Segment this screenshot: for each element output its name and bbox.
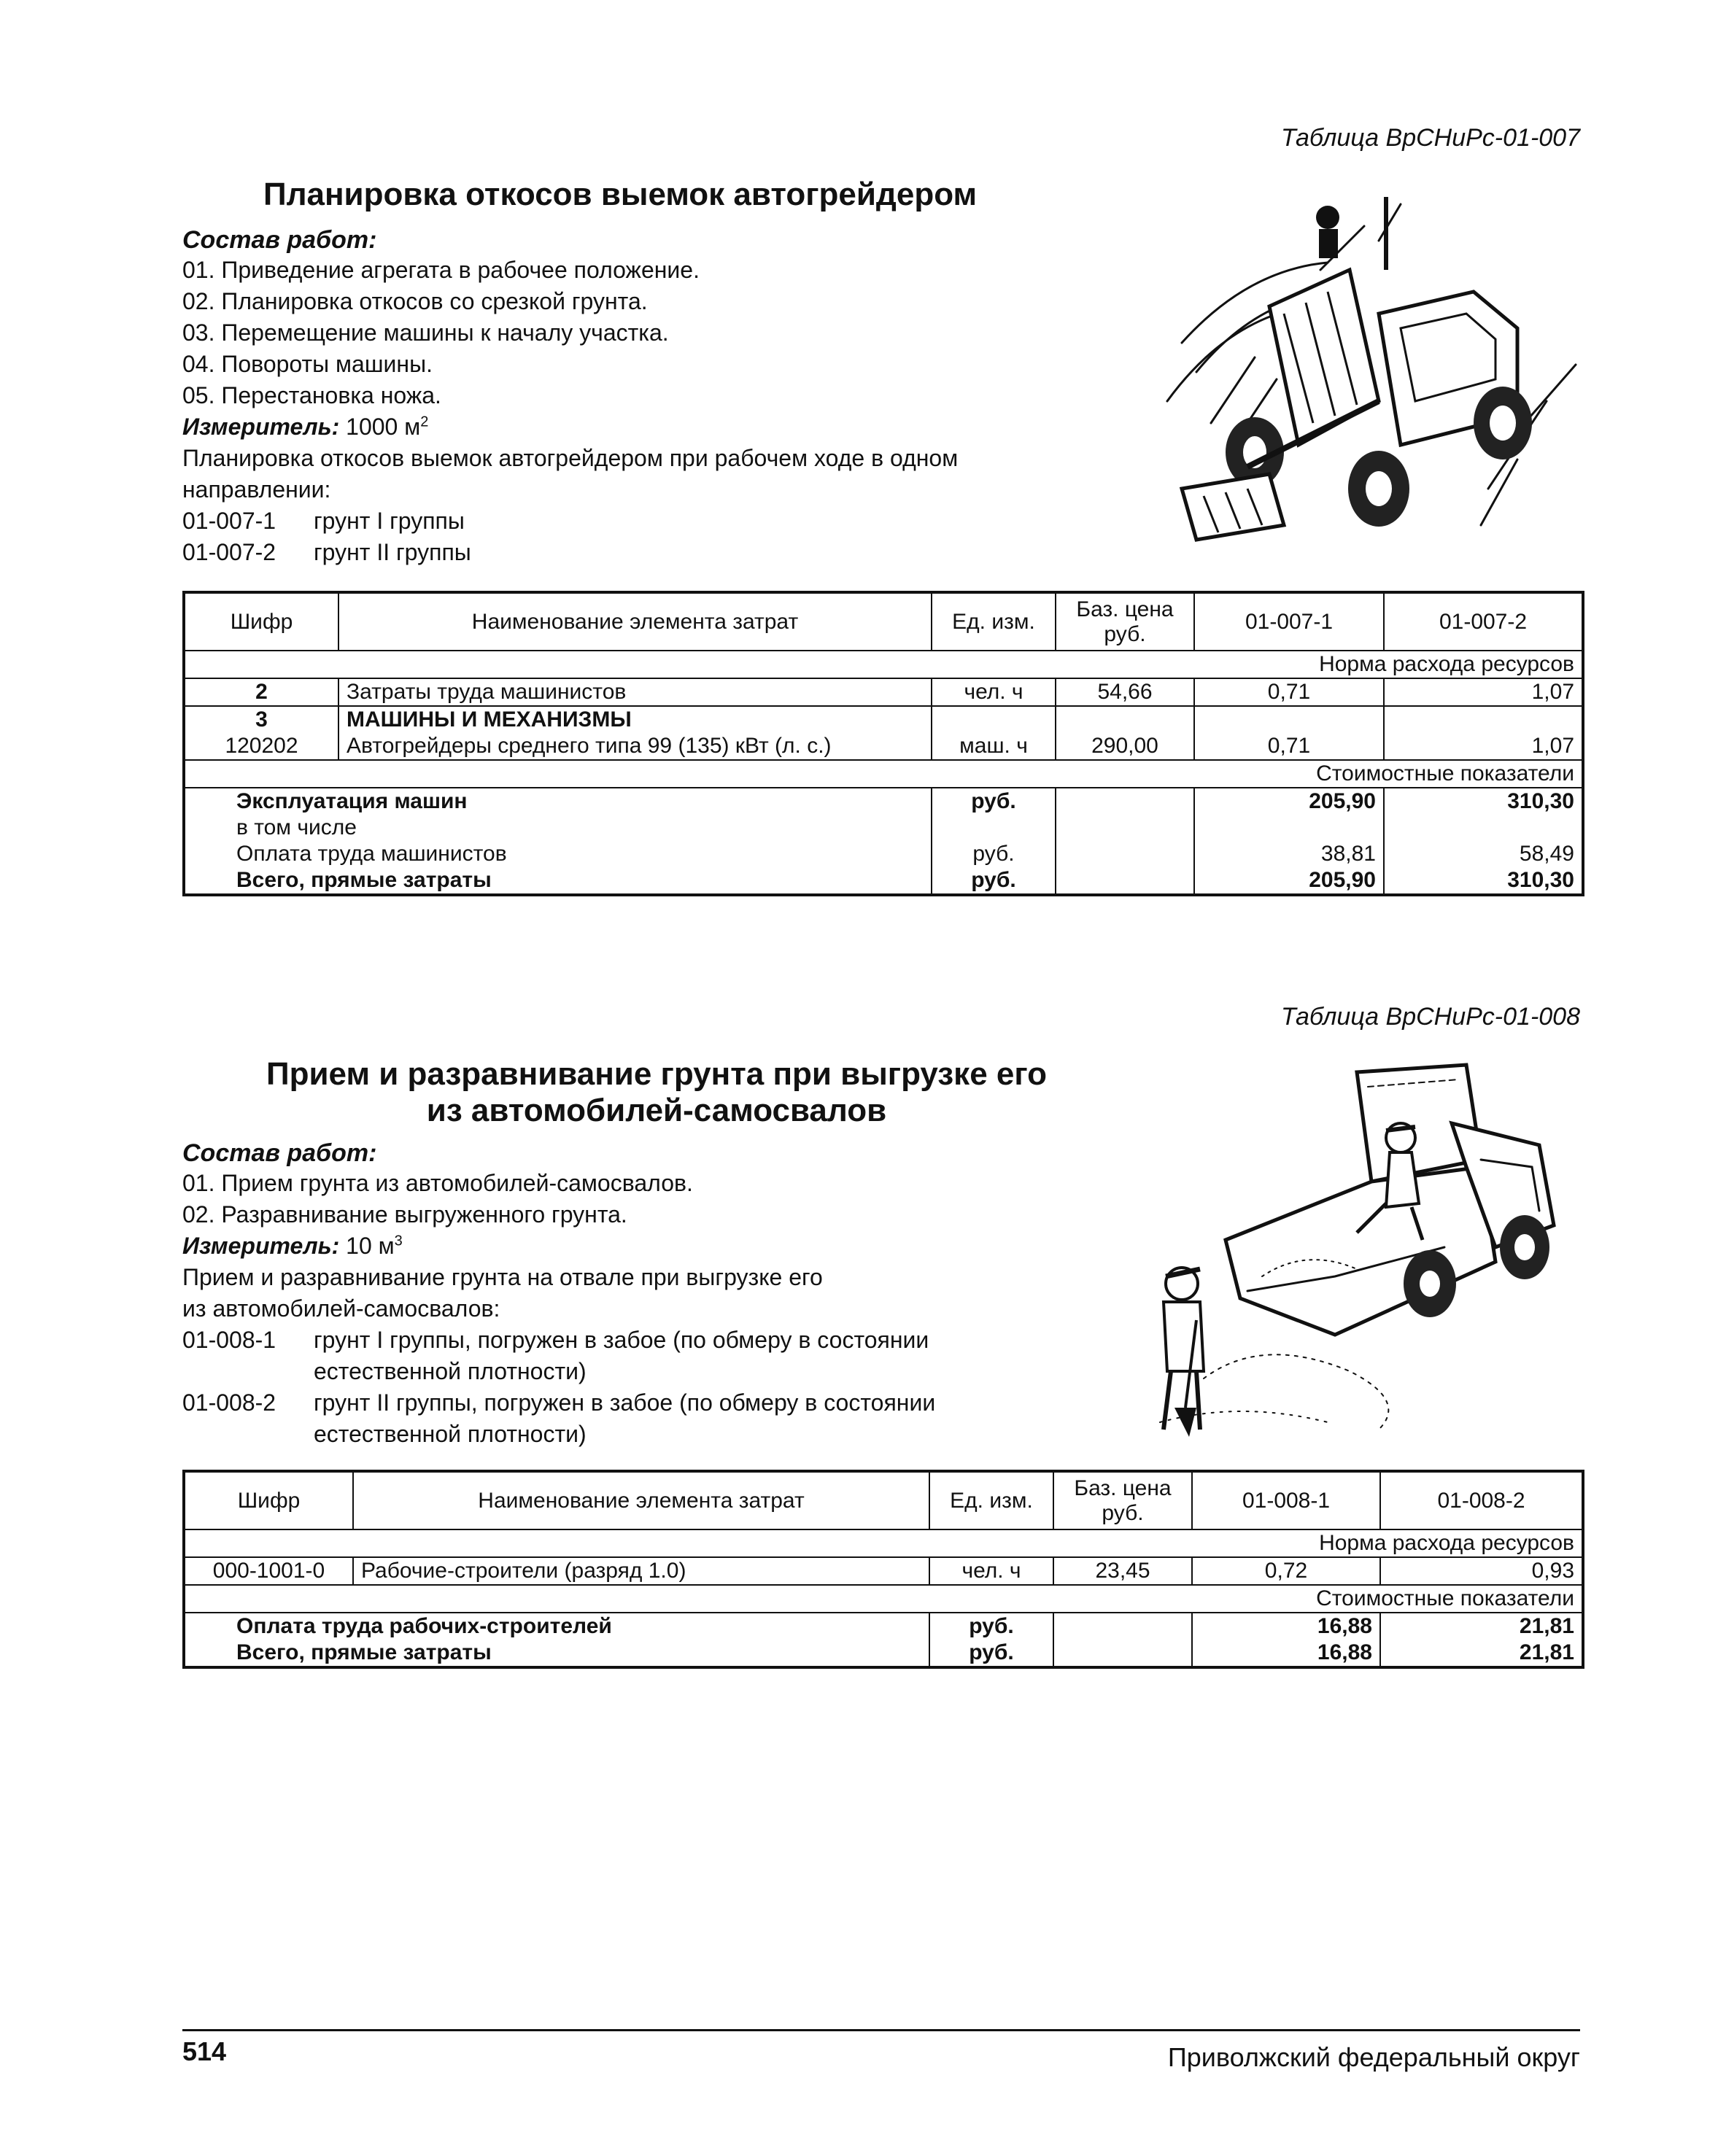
measure: Измеритель: 1000 $м^2$	[182, 414, 429, 440]
table-row: 120202 Автогрейдеры среднего типа 99 (135) кВт (л. с.) маш. ч 290,00 0,71 1,07	[184, 733, 1583, 760]
table-row: 2 Затраты труда машинистов чел. ч 54,66 0,71 1,07	[184, 678, 1583, 706]
section-row	[184, 1585, 1583, 1613]
description: Планировка откосов выемок автогрейдером при рабочем ходе в одном	[182, 445, 959, 471]
cost-row: Всего, прямые затраты руб. 205,90 310,30	[184, 867, 1583, 895]
work-item: 05. Перестановка ножа.	[182, 382, 441, 408]
table-header-row	[184, 1471, 1583, 1529]
work-item: 04. Повороты машины.	[182, 351, 433, 377]
work-item: 01. Приведение агрегата в рабочее положение.	[182, 257, 700, 283]
variant-item: 01-008-1 грунт I группы, погружен в забое (по обмеру в состоянии	[182, 1327, 929, 1353]
header-price: Баз. цена руб.	[1053, 1471, 1192, 1529]
work-item: 03. Перемещение машины к началу участка.	[182, 319, 669, 346]
table-code-1: Таблица ВрСНиРс-01-007	[1280, 124, 1580, 152]
motor-grader-illustration	[1138, 182, 1590, 562]
variant-item: 01-008-2 грунт II группы, погружен в забое (по обмеру в состоянии	[182, 1389, 936, 1416]
work-item: 01. Прием грунта из автомобилей-самосвалов.	[182, 1170, 693, 1196]
section-costs: Стоимостные показатели	[184, 760, 1583, 788]
cost-row: Эксплуатация машин руб. 205,90 310,30	[184, 788, 1583, 815]
table-code-2: Таблица ВрСНиРс-01-008	[1280, 1003, 1580, 1031]
header-code: Шифр	[184, 592, 338, 651]
footer-region: Приволжский федеральный округ	[1167, 2042, 1580, 2072]
work-composition-2	[182, 1139, 935, 1450]
measure: Измеритель: 10 $м^3$	[182, 1233, 403, 1259]
section-resources: Норма расхода ресурсов	[184, 651, 1583, 678]
header-unit: Ед. изм.	[929, 1471, 1053, 1529]
section-row	[184, 760, 1583, 788]
description: направлении:	[182, 476, 331, 503]
section-row	[184, 651, 1583, 678]
header-name: Наименование элемента затрат	[338, 592, 932, 651]
header-unit: Ед. изм.	[932, 592, 1056, 651]
cost-row: Оплата труда рабочих-строителей руб. 16,88 21,81	[184, 1613, 1583, 1640]
work-composition-1	[182, 226, 958, 568]
section-row	[184, 1529, 1583, 1557]
header-col2: 01-007-2	[1384, 592, 1583, 651]
norms-table-2	[182, 1470, 1584, 1669]
work-item: 02. Планировка откосов со срезкой грунта.	[182, 288, 648, 314]
work-heading: Состав работ:	[182, 1139, 377, 1167]
description: Прием и разравнивание грунта на отвале при выгрузке его	[182, 1264, 823, 1290]
cost-row: в том числе	[184, 815, 1583, 841]
footer-rule	[182, 2029, 1580, 2031]
description: из автомобилей-самосвалов:	[182, 1295, 500, 1322]
header-col1: 01-008-1	[1192, 1471, 1380, 1529]
header-col2: 01-008-2	[1380, 1471, 1583, 1529]
section-title-1: Планировка откосов выемок автогрейдером	[263, 177, 978, 212]
cost-row: Всего, прямые затраты руб. 16,88 21,81	[184, 1640, 1583, 1667]
section-title-2: Прием и разравнивание грунта при выгрузке его из автомобилей-самосвалов	[266, 1056, 1047, 1128]
table-row: 3 МАШИНЫ И МЕХАНИЗМЫ	[184, 706, 1583, 733]
header-code: Шифр	[184, 1471, 353, 1529]
dump-truck-illustration	[1116, 1058, 1583, 1466]
header-name: Наименование элемента затрат	[353, 1471, 929, 1529]
section-costs: Стоимостные показатели	[184, 1585, 1583, 1613]
work-heading: Состав работ:	[182, 226, 377, 254]
header-col1: 01-007-1	[1194, 592, 1384, 651]
variant-item: естественной плотности)	[314, 1358, 587, 1384]
table-header-row	[184, 592, 1583, 651]
work-item: 02. Разравнивание выгруженного грунта.	[182, 1201, 627, 1228]
variant-item: 01-007-2 грунт II группы	[182, 539, 471, 565]
variant-item: естественной плотности)	[314, 1421, 587, 1447]
variant-item: 01-007-1 грунт I группы	[182, 508, 465, 534]
cost-row: Оплата труда машинистов руб. 38,81 58,49	[184, 841, 1583, 867]
page-number: 514	[182, 2036, 227, 2066]
norms-table-1	[182, 591, 1584, 896]
table-row: 000-1001-0 Рабочие-строители (разряд 1.0) чел. ч 23,45 0,72 0,93	[184, 1557, 1583, 1585]
section-resources: Норма расхода ресурсов	[184, 1529, 1583, 1557]
header-price: Баз. цена руб.	[1056, 592, 1194, 651]
